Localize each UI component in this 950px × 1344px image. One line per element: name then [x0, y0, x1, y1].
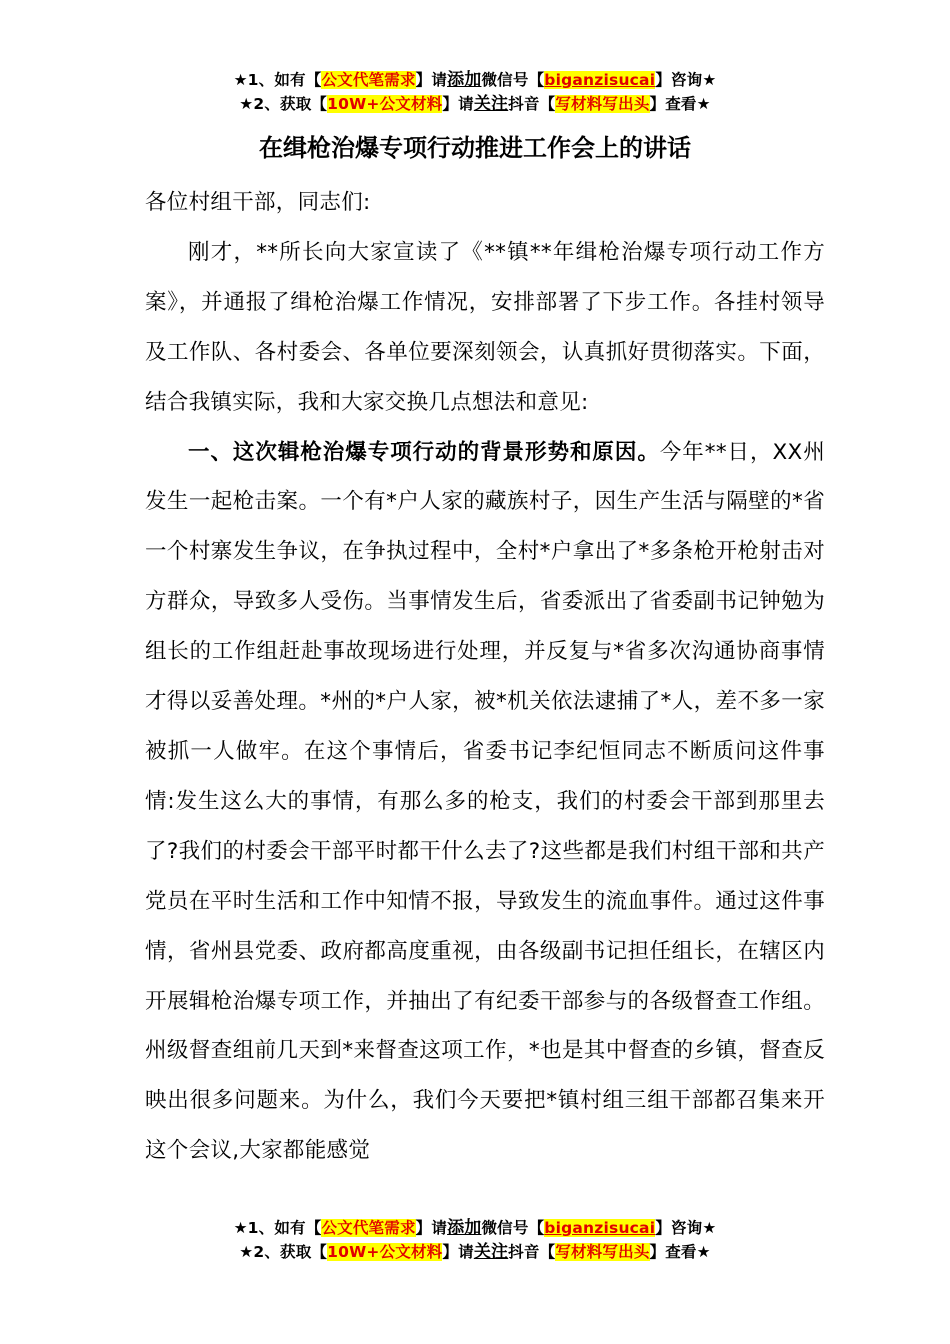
banner-text: 】咨询★: [655, 71, 717, 89]
banner-text: ★1、如有【: [233, 1219, 322, 1237]
banner-text: 微信号【: [481, 71, 545, 89]
banner-text: 】请: [442, 95, 474, 113]
banner-emphasis: 添加: [447, 1218, 482, 1238]
highlight-service: 公文代笔需求: [321, 71, 416, 89]
banner-text: 微信号【: [481, 1219, 545, 1237]
document-body: [145, 178, 825, 1176]
banner-emphasis: 关注: [473, 94, 509, 114]
banner-text: 】请: [415, 1219, 448, 1237]
section-heading: 一、这次辑枪治爆专项行动的背景形势和原因。: [188, 439, 660, 465]
banner-text: 抖音【: [508, 95, 556, 113]
highlight-service: 公文代笔需求: [321, 1219, 416, 1237]
highlight-douyin: 写材料写出头: [555, 1243, 650, 1261]
banner-emphasis: 关注: [473, 1242, 509, 1262]
banner-line-1: [0, 1216, 950, 1240]
banner-text: 】请: [442, 1243, 474, 1261]
banner-text: 】请: [415, 71, 448, 89]
paragraph: 刚才，**所长向大家宣读了《**镇**年缉枪治爆专项行动工作方案》，并通报了缉枪治爆工作情况，安排部署了下步工作。各挂村领导及工作队、各村委会、各单位要深刻领会，认真抓好贯彻落实。下面，结合我镇实际，我和大家交换几点想法和意见:: [145, 239, 825, 415]
document-title: 在缉枪治爆专项行动推进工作会上的讲话: [259, 134, 691, 162]
banner-text: 抖音【: [508, 1243, 556, 1261]
banner-emphasis: 添加: [447, 70, 482, 90]
highlight-douyin: 写材料写出头: [555, 95, 650, 113]
highlight-wechat-id: biganzisucai: [544, 71, 656, 89]
banner-text: 】查看★: [649, 95, 711, 113]
highlight-materials: 10W+公文材料: [327, 95, 443, 113]
banner-text: 】查看★: [649, 1243, 711, 1261]
highlight-wechat-id: biganzisucai: [544, 1219, 656, 1237]
paragraph: [145, 428, 825, 1177]
banner-line-2: [0, 1240, 950, 1264]
banner-line-1: [0, 68, 950, 92]
section-body: 今年**日，XX州发生一起枪击案。一个有*户人家的藏族村子，因生产生活与隔壁的*省一个村寨发生争议，在争执过程中，全村*户拿出了*多条枪开枪射击对方群众，导致多人受伤。当事情发生后，省委派出了省委副书记钟勉为组长的工作组赶赴事故现场进行处理，并反复与*省多次沟通协商事情才得以妥善处理。*州的*户人家，被*机关依法逮捕了*人，差不多一家被抓一人做牢。在这个事情后，省委书记李纪恒同志不断质问这件事情:发生这么大的事情，有那么多的枪支，我们的村委会干部到那里去了?我们的村委会干部平时都干什么去了?这些都是我们村组干部和共产党员在平时生活和工作中知情不报，导致发生的流血事件。通过这件事情，省州县党委、政府都高度重视，由各级副书记担任组长，在辖区内开展辑枪治爆专项工作，并抽出了有纪委干部参与的各级督查工作组。州级督查组前几天到*来督查这项工作，*也是其中督查的乡镇，督查反映出很多问题来。为什么，我们今天要把*镇村组三组干部都召集来开这个会议,大家都能感觉: [145, 439, 825, 1164]
banner-line-2: [0, 92, 950, 116]
banner-text: 】咨询★: [655, 1219, 717, 1237]
banner-text: ★1、如有【: [233, 71, 322, 89]
banner-text: ★2、获取【: [239, 95, 328, 113]
footer-banner: [0, 1216, 950, 1264]
highlight-materials: 10W+公文材料: [327, 1243, 443, 1261]
banner-text: ★2、获取【: [239, 1243, 328, 1261]
header-banner: [0, 68, 950, 116]
salutation: 各位村组干部，同志们:: [145, 190, 371, 215]
